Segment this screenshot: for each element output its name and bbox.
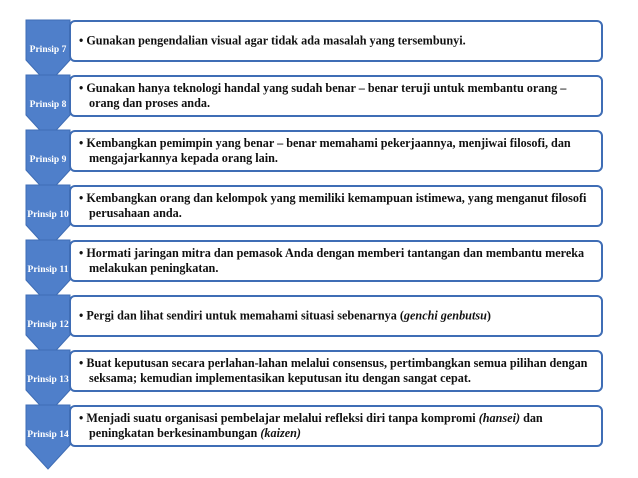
principle-text: • Gunakan pengendalian visual agar tidak ada masalah yang tersembunyi. <box>79 33 466 48</box>
principle-box <box>69 130 603 172</box>
principle-text: • Kembangkan pemimpin yang benar – benar memahami pekerjaannya, menjiwai filosofi, dan mengajarkannya kepada orang lain. <box>79 136 571 165</box>
principle-label: Prinsip 7 <box>29 45 67 55</box>
principle-row-10 <box>0 184 638 238</box>
principle-text-part: • Menjadi suatu organisasi pembelajar melalui refleksi diri tanpa kompromi <box>79 411 479 425</box>
principle-text <box>79 411 597 441</box>
principle-box <box>69 185 603 227</box>
principle-label: Prinsip 11 <box>27 265 69 275</box>
principle-text: • Buat keputusan secara perlahan-lahan melalui consensus, pertimbangkan semua pilihan dengan seksama; kemudian implementasikan keputusan itu dengan sangat cepat. <box>79 356 588 385</box>
principle-text <box>79 309 597 324</box>
principle-text-part: dan peningkatan berkesinambungan <box>89 411 543 440</box>
principle-label: Prinsip 14 <box>27 430 69 440</box>
principle-text-part: • Pergi dan lihat sendiri untuk memahami situasi sebenarnya ( <box>79 308 404 323</box>
principle-box <box>69 405 603 447</box>
principle-label: Prinsip 10 <box>27 210 69 220</box>
principle-text-emphasis: (hansei) <box>478 411 521 425</box>
principle-text-emphasis: (kaizen) <box>260 426 301 440</box>
principle-row-8 <box>0 74 638 128</box>
principle-box <box>69 240 603 282</box>
principle-label: Prinsip 9 <box>29 155 67 165</box>
principle-label: Prinsip 8 <box>29 100 67 110</box>
principle-text: • Gunakan hanya teknologi handal yang sudah benar – benar teruji untuk membantu orang – orang dan proses anda. <box>79 81 567 110</box>
principle-text: • Kembangkan orang dan kelompok yang memiliki kemampuan istimewa, yang menganut filosofi perusahaan anda. <box>79 191 587 220</box>
principle-box <box>69 20 603 62</box>
principle-label: Prinsip 12 <box>27 320 69 330</box>
principle-box <box>69 295 603 337</box>
principle-row-9 <box>0 129 638 183</box>
principle-row-11 <box>0 239 638 293</box>
principle-row-7 <box>0 19 638 73</box>
principle-row-14 <box>0 404 638 458</box>
principle-label: Prinsip 13 <box>27 375 69 385</box>
principle-text-part: ) <box>486 308 491 323</box>
principle-text: • Hormati jaringan mitra dan pemasok Anda dengan memberi tantangan dan membantu mereka melakukan peningkatan. <box>79 246 585 275</box>
principle-text-emphasis: genchi genbutsu <box>403 308 487 323</box>
principle-row-13 <box>0 349 638 403</box>
principle-row-12 <box>0 294 638 348</box>
principle-box <box>69 75 603 117</box>
principle-box <box>69 350 603 392</box>
